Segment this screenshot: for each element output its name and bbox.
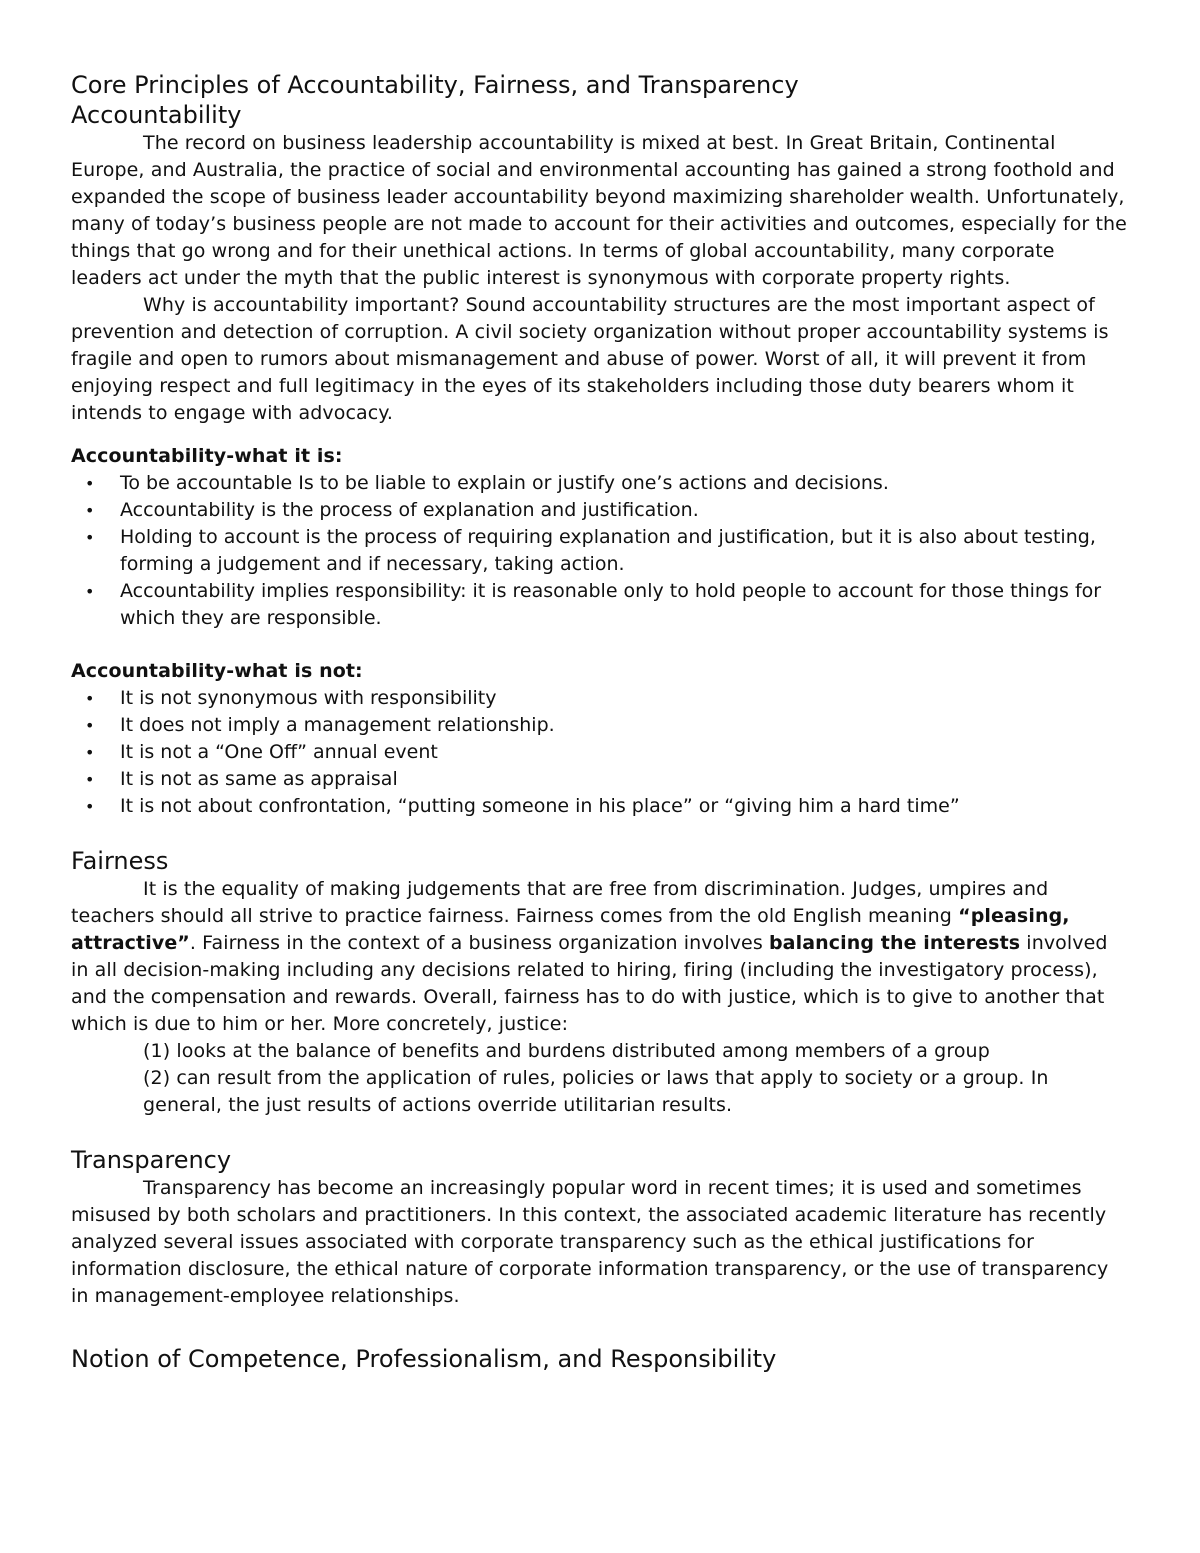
what-is-not-list xyxy=(71,685,1130,820)
fairness-paragraph: It is the equality of making judgements that are free from discrimination. Judges, umpires and teachers should all strive to practice fairness. Fairness comes from the old English meaning “pleasing, attractive”. Fairness in the context of a business organization involves balancing the interests involved in all decision-making including any decisions related to hiring, firing (including the investigatory process), and the compensation and rewards. Overall, fairness has to do with justice, which is to give to another that which is due to him or her. More concretely, justice: xyxy=(71,878,1108,1035)
list-item: • It is not synonymous with responsibility xyxy=(71,685,1130,712)
what-it-is-heading: Accountability-what it is: xyxy=(71,445,343,467)
list-item: • Accountability implies responsibility: it is reasonable only to hold people to account for those things for which they are responsible. xyxy=(85,580,1102,629)
accountability-paragraph-1: The record on business leadership accountability is mixed at best. In Great Britain, Continental Europe, and Australia, the practice of social and environmental accounting has gained a strong foothold and expanded the scope of business leader accountability beyond maximizing shareholder wealth. Unfortunately, many of today’s business people are not made to account for their activities and outcomes, especially for the things that go wrong and for their unethical actions. In terms of global accountability, many corporate leaders act under the myth that the public interest is synonymous with corporate property rights. xyxy=(71,132,1127,289)
bullet-icon: • xyxy=(85,689,95,708)
document-title: Core Principles of Accountability, Fairness, and Transparency xyxy=(71,71,799,99)
bullet-icon: • xyxy=(85,501,95,520)
bullet-icon: • xyxy=(85,743,95,762)
what-is-not-heading: Accountability-what is not: xyxy=(71,660,363,682)
justice-item-2: (2) can result from the application of rules, policies or laws that apply to society or a group. In general, the just results of actions override utilitarian results. xyxy=(143,1067,1049,1116)
bullet-icon: • xyxy=(85,528,95,547)
transparency-heading: Transparency xyxy=(71,1146,232,1174)
list-item: • Accountability is the process of explanation and justification. xyxy=(71,497,1130,524)
list-item: • It is not a “One Off” annual event xyxy=(71,739,1130,766)
accountability-heading: Accountability xyxy=(71,101,242,129)
bullet-icon: • xyxy=(85,716,95,735)
list-item: • Holding to account is the process of requiring explanation and justification, but it is also about testing, forming a judgement and if necessary, taking action. xyxy=(85,526,1096,575)
bullet-icon: • xyxy=(85,770,95,789)
what-it-is-list xyxy=(71,470,1130,632)
next-section-heading: Notion of Competence, Professionalism, and Responsibility xyxy=(71,1345,777,1373)
justice-list xyxy=(71,1038,1130,1119)
list-item: • It does not imply a management relationship. xyxy=(71,712,1130,739)
bold-phrase: “pleasing, attractive” xyxy=(71,905,1070,954)
list-item: • To be accountable Is to be liable to explain or justify one’s actions and decisions. xyxy=(71,470,1130,497)
list-item: • It is not as same as appraisal xyxy=(71,766,1130,793)
bold-phrase: balancing the interests xyxy=(768,932,1021,954)
bullet-icon: • xyxy=(85,474,95,493)
list-item: • It is not about confrontation, “putting someone in his place” or “giving him a hard time” xyxy=(71,793,1130,820)
fairness-heading: Fairness xyxy=(71,847,169,875)
bullet-icon: • xyxy=(85,797,95,816)
transparency-section xyxy=(71,1145,1130,1310)
transparency-paragraph: Transparency has become an increasingly popular word in recent times; it is used and sometimes misused by both scholars and practitioners. In this context, the associated academic literature has recently analyzed several issues associated with corporate transparency such as the ethical justifications for information disclosure, the ethical nature of corporate information transparency, or the use of transparency in management-employee relationships. xyxy=(71,1177,1109,1307)
accountability-paragraph-2: Why is accountability important? Sound accountability structures are the most important aspect of prevention and detection of corruption. A civil society organization without proper accountability systems is fragile and open to rumors about mismanagement and abuse of power. Worst of all, it will prevent it from enjoying respect and full legitimacy in the eyes of its stakeholders including those duty bearers whom it intends to engage with advocacy. xyxy=(71,294,1109,424)
justice-item-1: (1) looks at the balance of benefits and burdens distributed among members of a group xyxy=(143,1040,990,1062)
bullet-icon: • xyxy=(85,582,95,601)
fairness-section xyxy=(71,846,1130,1119)
accountability-section xyxy=(71,100,1130,820)
